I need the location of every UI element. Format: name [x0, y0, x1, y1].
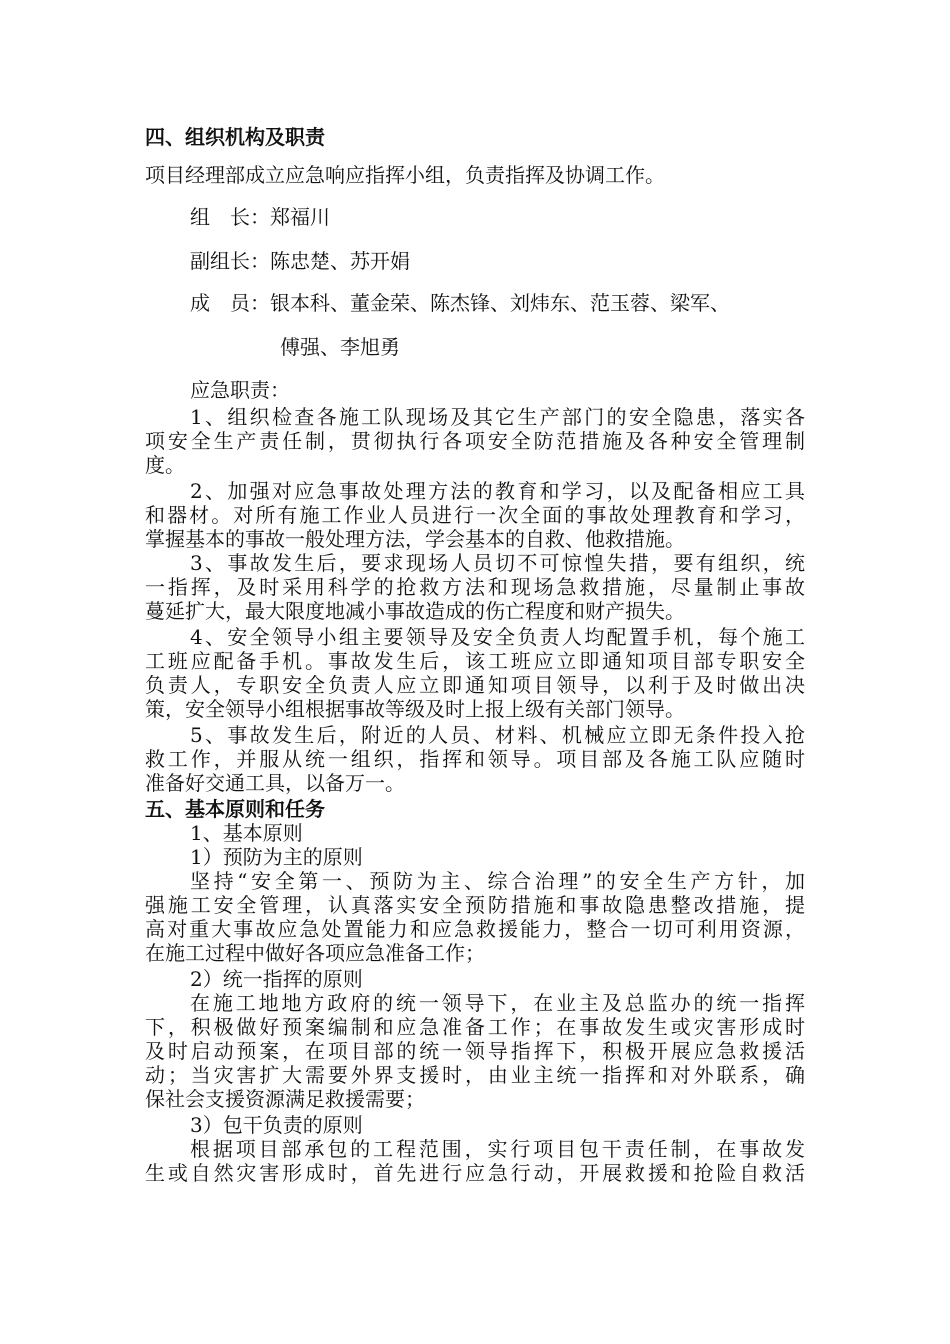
team-members: 成 员：银本科、董金荣、陈杰锋、刘炜东、范玉蓉、梁军、: [190, 291, 730, 315]
duty3-line: 3、事故发生后，要求现场人员切不可惊惶失措，要有组织，统: [190, 551, 805, 575]
principle2-line: 及时启动预案，在项目部的统一领导指挥下，积极开展应急救援活: [145, 1039, 805, 1063]
duty4-line: 策，安全领导小组根据事故等级及时上报上级有关部门领导。: [145, 697, 685, 721]
duty2-line: 掌握基本的事故一般处理方法，学会基本的自救、他救措施。: [145, 527, 685, 551]
principle1-line: 在施工过程中做好各项应急准备工作；: [145, 941, 485, 965]
duty4-line: 负责人，专职安全负责人应立即通知项目领导，以利于及时做出决: [145, 673, 805, 697]
section4-heading: 四、组织机构及职责: [145, 125, 325, 149]
principle2-line: 保社会支援资源满足救援需要；: [145, 1087, 425, 1111]
duty3-line: 蔓延扩大，最大限度地减小事故造成的伤亡程度和财产损失。: [145, 599, 685, 623]
duty3-line: 一指挥，及时采用科学的抢救方法和现场急救措施，尽量制止事故: [145, 575, 805, 599]
principle3-line: 根据项目部承包的工程范围，实行项目包干责任制，在事故发: [190, 1137, 805, 1161]
team-members-cont: 傅强、李旭勇: [280, 335, 400, 359]
principle1-line: 强施工安全管理，认真落实安全预防措施和事故隐患整改措施，提: [145, 893, 805, 917]
duty4-line: 工班应配备手机。事故发生后，该工班应立即通知项目部专职安全: [145, 649, 805, 673]
duty1-line: 1、组织检查各施工队现场及其它生产部门的安全隐患，落实各: [190, 405, 805, 429]
principle1-line: 坚持“安全第一、预防为主、综合治理”的安全生产方针，加: [190, 869, 805, 893]
duty2-line: 2、加强对应急事故处理方法的教育和学习，以及配备相应工具: [190, 479, 805, 503]
team-leader: 组 长：郑福川: [190, 205, 330, 229]
basic-principles-title: 1、基本原则: [190, 821, 303, 845]
duty5-line: 5、事故发生后，附近的人员、材料、机械应立即无条件投入抢: [190, 723, 805, 747]
duty1-line: 项安全生产责任制，贯彻执行各项安全防范措施及各种安全管理制: [145, 429, 805, 453]
duty4-line: 4、安全领导小组主要领导及安全负责人均配置手机，每个施工: [190, 625, 805, 649]
duty2-line: 和器材。对所有施工作业人员进行一次全面的事故处理教育和学习，: [145, 503, 805, 527]
principle1-title: 1）预防为主的原则: [190, 845, 363, 869]
duty1-line: 度。: [145, 453, 185, 477]
principle3-title: 3）包干负责的原则: [190, 1113, 363, 1137]
duties-title: 应急职责：: [190, 378, 290, 402]
section5-heading: 五、基本原则和任务: [145, 797, 325, 821]
principle2-title: 2）统一指挥的原则: [190, 967, 363, 991]
principle3-line: 生或自然灾害形成时，首先进行应急行动，开展救援和抢险自救活: [145, 1161, 805, 1185]
team-deputy: 副组长：陈忠楚、苏开娟: [190, 249, 410, 273]
section4-intro: 项目经理部成立应急响应指挥小组，负责指挥及协调工作。: [145, 163, 665, 187]
principle2-line: 在施工地地方政府的统一领导下，在业主及总监办的统一指挥: [190, 991, 805, 1015]
principle2-line: 动；当灾害扩大需要外界支援时，由业主统一指挥和对外联系，确: [145, 1063, 805, 1087]
duty5-line: 准备好交通工具，以备万一。: [145, 771, 405, 795]
principle1-line: 高对重大事故应急处置能力和应急救援能力，整合一切可利用资源，: [145, 917, 805, 941]
duty5-line: 救工作，并服从统一组织，指挥和领导。项目部及各施工队应随时: [145, 747, 805, 771]
principle2-line: 下，积极做好预案编制和应急准备工作；在事故发生或灾害形成时: [145, 1015, 805, 1039]
